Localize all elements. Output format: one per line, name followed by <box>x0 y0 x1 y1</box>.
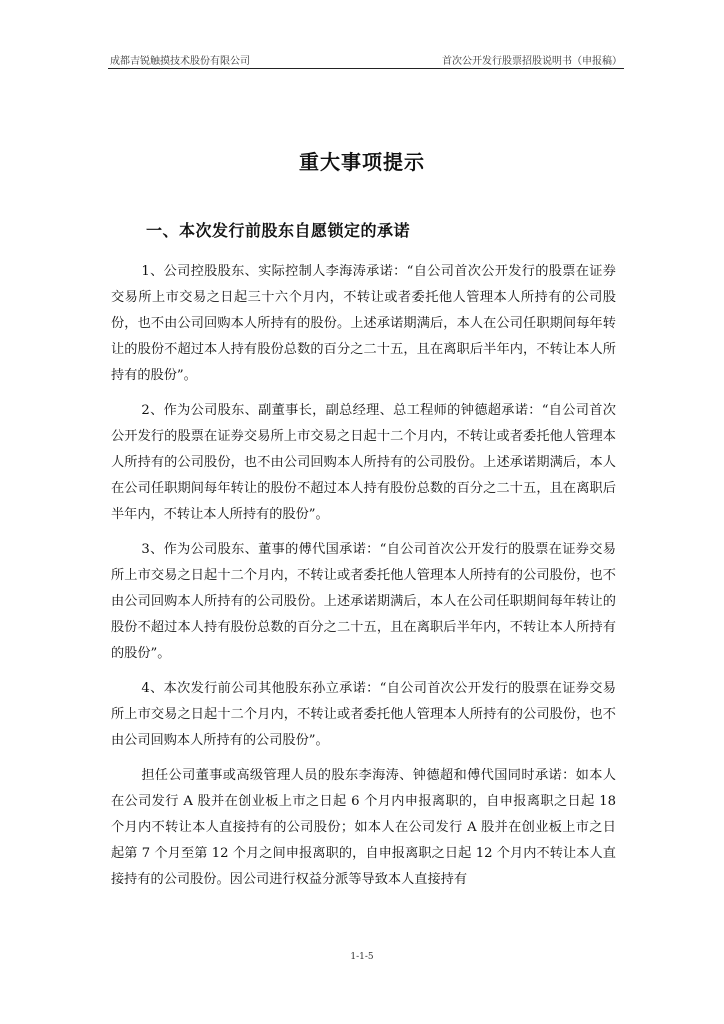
page-title: 重大事项提示 <box>299 150 425 174</box>
page-header <box>108 50 624 69</box>
header-company-name: 成都吉锐触摸技术股份有限公司 <box>110 56 250 67</box>
paragraph-commitment-2: 2、作为公司股东、副董事长，副总经理、总工程师的钟德超承诺：“自公司首次公开发行的股票在证券交易所上市交易之日起十二个月内，不转让或者委托他人管理本人所持有的公司股份，也不由公司回购本人所持有的公司股份。上述承诺期满后，本人在公司任职期间每年转让的股份不超过本人持有股份总数的百分之二十五，且在离职后半年内，不转让本人所持有的股份”。 <box>111 403 616 522</box>
header-document-title: 首次公开发行股票招股说明书（申报稿） <box>442 56 622 67</box>
body-content <box>111 259 616 902</box>
paragraph-commitment-3: 3、作为公司股东、董事的傅代国承诺：“自公司首次公开发行的股票在证券交易所上市交易之日起十二个月内，不转让或者委托他人管理本人所持有的公司股份，也不由公司回购本人所持有的公司股份。上述承诺期满后，本人在公司任职期间每年转让的股份不超过本人持有股份总数的百分之二十五，且在离职后半年内，不转让本人所持有的股份”。 <box>111 542 616 661</box>
page-number: 1-1-5 <box>350 952 374 962</box>
paragraph-commitment-1: 1、公司控股股东、实际控制人李海涛承诺：“自公司首次公开发行的股票在证券交易所上市交易之日起三十六个月内，不转让或者委托他人管理本人所持有的公司股份，也不由公司回购本人所持有的股份。上述承诺期满后，本人在公司任职期间每年转让的股份不超过本人持有股份总数的百分之二十五，且在离职后半年内，不转让本人所持有的股份”。 <box>111 264 616 383</box>
paragraph-commitment-4: 4、本次发行前公司其他股东孙立承诺：“自公司首次公开发行的股票在证券交易所上市交易之日起十二个月内，不转让或者委托他人管理本人所持有的公司股份，也不由公司回购本人所持有的公司股份”。 <box>111 681 616 748</box>
section-heading: 一、本次发行前股东自愿锁定的承诺 <box>146 221 411 240</box>
paragraph-director-commitment: 担任公司董事或高级管理人员的股东李海涛、钟德超和傅代国同时承诺：如本人在公司发行 A 股并在创业板上市之日起 6 个月内申报离职的，自申报离职之日起 18 个月内不转让本人直接持有的公司股份；如本人在公司发行 A 股并在创业板上市之日起第 7 个月至第 12 个月之间申报离职的，自申报离职之日起 12 个月内不转让本人直接持有的公司股份。因公司进行权益分派等导致本人直接持有 <box>111 768 616 887</box>
